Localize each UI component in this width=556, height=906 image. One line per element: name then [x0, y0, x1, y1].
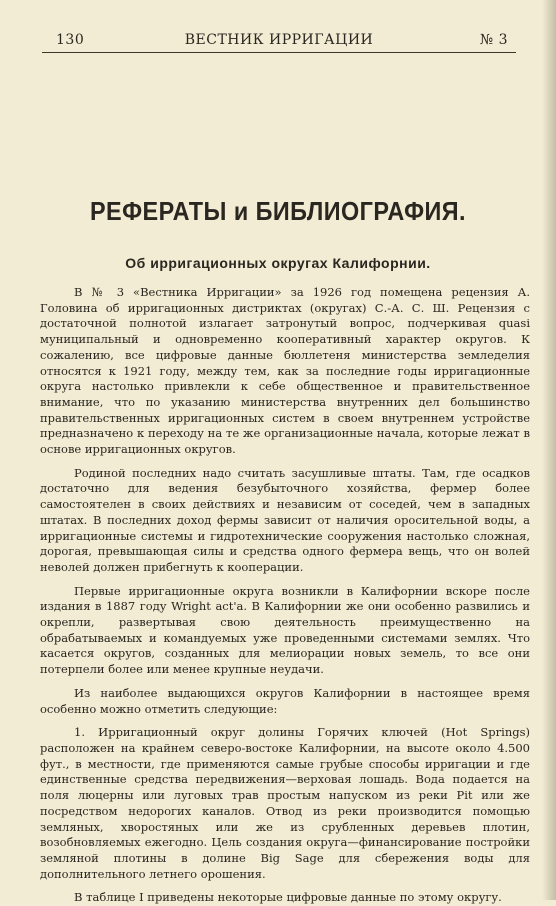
issue-number: № 3 — [479, 32, 508, 48]
page-number: 130 — [56, 32, 85, 48]
paragraph: Родиной последних надо считать засушливые штаты. Там, где осадков достаточно для ведения безубыточного хозяйства, фермер более самостоятелен в своих действиях и независим от соседей, чем в западных штатах. В последних доход фермы зависит от наличия оросительной воды, а ирригационные системы и гидротехнические сооружения настолько сложная, дорогая, превышающая силы и средства одного фермера вещь, что он волей неволей должен прибегнуть к кооперации. — [40, 465, 530, 574]
section-title: РЕФЕРАТЫ и БИБЛИОГРАФИЯ. — [89, 196, 467, 226]
page-edge-shadow — [542, 0, 556, 900]
header-rule — [42, 52, 516, 53]
paragraph: В № 3 «Вестника Ирригации» за 1926 год помещена рецензия А. Головина об ирригационных дистриктах (округах) С.-А. С. Ш. Рецензия с достаточной полнотой излагает затронутый вопрос, подчеркивая quasi муниципальный и одновременно кооперативный характер округов. К сожалению, все цифровые данные бюллетеня министерства земледелия относятся к 1921 году, между тем, как за последние годы ирригационные округа настолько привлекли к себе общественное и правительственное внимание, что по указанию министерства внутренних дел большинство правительственных ирригационных систем в своем внутреннем устройстве предназначено к переходу на те же организационные начала, которые лежат в основе ирригационных округов. — [40, 285, 530, 457]
article-body — [40, 285, 530, 906]
paragraph: Первые ирригационные округа возникли в Калифорнии вскоре после издания в 1887 году Wright act'a. В Калифорнии же они особенно развились и окрепли, развертывая свою деятельность преимущественно на обрабатываемых и командуемых уже проведенными системами землях. Что касается округов, созданных для мелиорации новых земель, то все они потерпели более или менее крупные неудачи. — [40, 583, 530, 677]
article-title: Об ирригационных округах Калифорнии. — [125, 255, 431, 271]
running-header — [42, 32, 516, 50]
journal-title: ВЕСТНИК ИРРИГАЦИИ — [184, 32, 374, 48]
paragraph: 1. Ирригационный округ долины Горячих ключей (Hot Springs) расположен на крайнем северо-востоке Калифорнии, на высоте около 4.500 фут., в местности, где применяются самые грубые способы ирригации и где единственные средства передвижения—верховая лошадь. Вода подается на поля люцерны или луговых трав простым напуском из реки Pit или же посредством недорогих каналов. Отвод из реки производится помощью земляных, хворостяных или же из срубленных деревьев плотин, возобновляемых ежегодно. Цель создания округа—финансирование постройки земляной плотины в долине Big Sage для сбережения воды для дополнительного летнего орошения. — [40, 725, 530, 881]
paragraph: Из наиболее выдающихся округов Калифорнии в настоящее время особенно можно отметить следующие: — [40, 685, 530, 716]
paragraph: В таблице I приведены некоторые цифровые данные по этому округу. — [74, 890, 502, 905]
